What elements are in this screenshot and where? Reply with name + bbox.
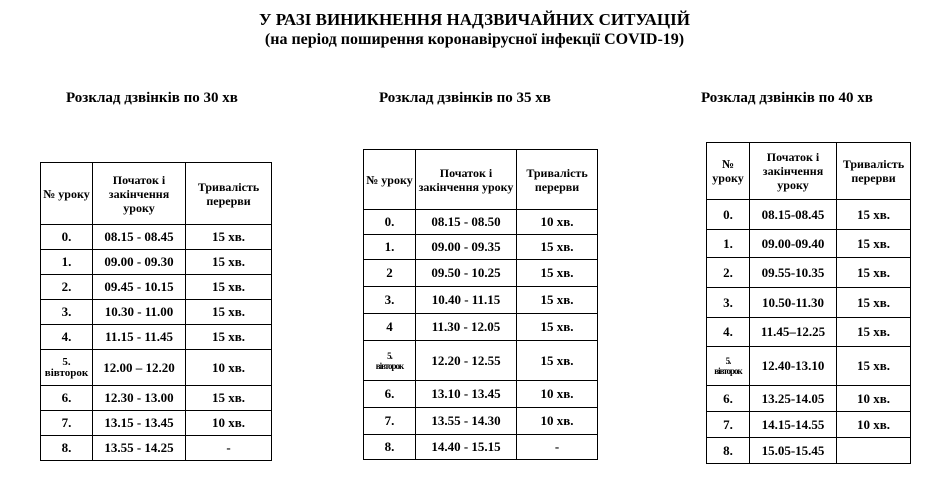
lesson-time: 11.30 - 12.05 [416,314,517,341]
break-duration: 10 хв. [186,411,272,436]
lesson-number: 3. [41,300,93,325]
lesson-time: 12.20 - 12.55 [416,341,517,381]
lesson-number: 7. [364,408,416,435]
break-duration: - [186,436,272,461]
table-row [707,386,911,412]
header-break-duration: Тривалість перерви [837,143,911,200]
lesson-time: 08.15 - 08.45 [93,225,186,250]
break-duration: 15 хв. [837,230,911,258]
table-row [364,260,598,287]
document-title: У РАЗІ ВИНИКНЕННЯ НАДЗВИЧАЙНИХ СИТУАЦІЙ [258,10,690,29]
table-row [41,350,272,386]
lesson-time: 09.00 - 09.30 [93,250,186,275]
lesson-number: 6. [364,381,416,408]
schedule-30-caption: Розклад дзвінків по 30 хв [66,90,238,106]
table-row [41,300,272,325]
lesson-number: 2. [707,258,750,288]
break-duration: 15 хв. [837,288,911,318]
schedule-35-caption: Розклад дзвінків по 35 хв [379,90,551,106]
break-duration: 10 хв. [837,412,911,438]
table-header-row [364,150,598,210]
table-row [364,235,598,260]
table-row [707,412,911,438]
lesson-time: 12.30 - 13.00 [93,386,186,411]
header-lesson-number: № уроку [707,143,750,200]
break-duration: 15 хв. [186,300,272,325]
break-duration: 15 хв. [517,260,598,287]
schedule-30-table [40,162,272,461]
lesson-number: 0. [364,210,416,235]
header-lesson-number: № уроку [364,150,416,210]
table-row [41,250,272,275]
header-lesson-number: № уроку [41,163,93,225]
lesson-number: 1. [364,235,416,260]
table-header-row [707,143,911,200]
lesson-number: 8. [364,435,416,460]
table-row [707,258,911,288]
lesson-number: 5. [387,350,392,361]
lesson-number: 7. [707,412,750,438]
break-duration: - [517,435,598,460]
lesson-time: 09.00-09.40 [750,230,837,258]
schedule-40-caption: Розклад дзвінків по 40 хв [701,90,873,106]
schedule-35-table [363,149,598,460]
table-row [707,288,911,318]
lesson-time: 10.30 - 11.00 [93,300,186,325]
lesson-day: вівторок [714,366,742,376]
lesson-number-cell [364,341,416,381]
lesson-time: 11.15 - 11.45 [93,325,186,350]
break-duration: 15 хв. [517,341,598,381]
break-duration: 15 хв. [837,318,911,347]
break-duration: 10 хв. [837,386,911,412]
lesson-time: 09.55-10.35 [750,258,837,288]
lesson-day: вівторок [375,360,404,371]
document-subtitle: (на період поширення коронавірусної інфекції COVID-19) [264,31,685,48]
table-header-row [41,163,272,225]
break-duration: 10 хв. [517,408,598,435]
lesson-number: 8. [41,436,93,461]
lesson-time: 13.25-14.05 [750,386,837,412]
lesson-time: 14.40 - 15.15 [416,435,517,460]
table-row [707,318,911,347]
lesson-time: 11.45–12.25 [750,318,837,347]
lesson-number: 4. [707,318,750,347]
table-row [41,325,272,350]
lesson-number: 1. [707,230,750,258]
lesson-number: 3. [364,287,416,314]
lesson-number: 2. [41,275,93,300]
lesson-number: 2 [364,260,416,287]
lesson-time: 14.15-14.55 [750,412,837,438]
table-row [41,436,272,461]
table-row [707,200,911,230]
lesson-time: 09.45 - 10.15 [93,275,186,300]
break-duration [837,438,911,464]
break-duration: 15 хв. [186,250,272,275]
break-duration: 15 хв. [837,200,911,230]
lesson-number: 4 [364,314,416,341]
table-row [707,347,911,386]
break-duration: 10 хв. [517,210,598,235]
lesson-number: 0. [41,225,93,250]
lesson-time: 12.00 – 12.20 [93,350,186,386]
lesson-time: 09.50 - 10.25 [416,260,517,287]
table-row [364,287,598,314]
lesson-number: 7. [41,411,93,436]
lesson-number: 5. [62,355,71,368]
table-row [364,341,598,381]
lesson-time: 13.55 - 14.25 [93,436,186,461]
table-row [707,438,911,464]
lesson-number-cell [41,350,93,386]
break-duration: 10 хв. [186,350,272,386]
lesson-number: 8. [707,438,750,464]
header-lesson-time: Початок і закінчення уроку [93,163,186,225]
table-row [707,230,911,258]
table-row [364,408,598,435]
lesson-time: 08.15 - 08.50 [416,210,517,235]
lesson-time: 09.00 - 09.35 [416,235,517,260]
break-duration: 15 хв. [186,275,272,300]
lesson-number: 5. [725,356,731,366]
table-row [364,314,598,341]
lesson-time: 10.50-11.30 [750,288,837,318]
break-duration: 15 хв. [837,347,911,386]
break-duration: 15 хв. [837,258,911,288]
header-lesson-time: Початок і закінчення уроку [416,150,517,210]
table-row [41,275,272,300]
table-row [41,386,272,411]
lesson-time: 10.40 - 11.15 [416,287,517,314]
break-duration: 15 хв. [517,314,598,341]
lesson-time: 13.15 - 13.45 [93,411,186,436]
lesson-number: 0. [707,200,750,230]
lesson-number-cell [707,347,750,386]
lesson-number: 3. [707,288,750,318]
break-duration: 10 хв. [517,381,598,408]
lesson-number: 1. [41,250,93,275]
lesson-day: вівторок [44,366,89,379]
lesson-number: 6. [707,386,750,412]
break-duration: 15 хв. [517,235,598,260]
break-duration: 15 хв. [186,225,272,250]
lesson-time: 13.55 - 14.30 [416,408,517,435]
break-duration: 15 хв. [517,287,598,314]
table-row [364,381,598,408]
header-lesson-time: Початок і закінчення уроку [750,143,837,200]
table-row [41,411,272,436]
document-header [0,10,949,50]
header-break-duration: Тривалість перерви [517,150,598,210]
lesson-time: 08.15-08.45 [750,200,837,230]
lesson-time: 12.40-13.10 [750,347,837,386]
break-duration: 15 хв. [186,325,272,350]
table-row [41,225,272,250]
lesson-time: 13.10 - 13.45 [416,381,517,408]
header-break-duration: Тривалість перерви [186,163,272,225]
table-row [364,210,598,235]
schedule-40-table [706,142,911,464]
lesson-time: 15.05-15.45 [750,438,837,464]
break-duration: 15 хв. [186,386,272,411]
table-row [364,435,598,460]
lesson-number: 6. [41,386,93,411]
lesson-number: 4. [41,325,93,350]
